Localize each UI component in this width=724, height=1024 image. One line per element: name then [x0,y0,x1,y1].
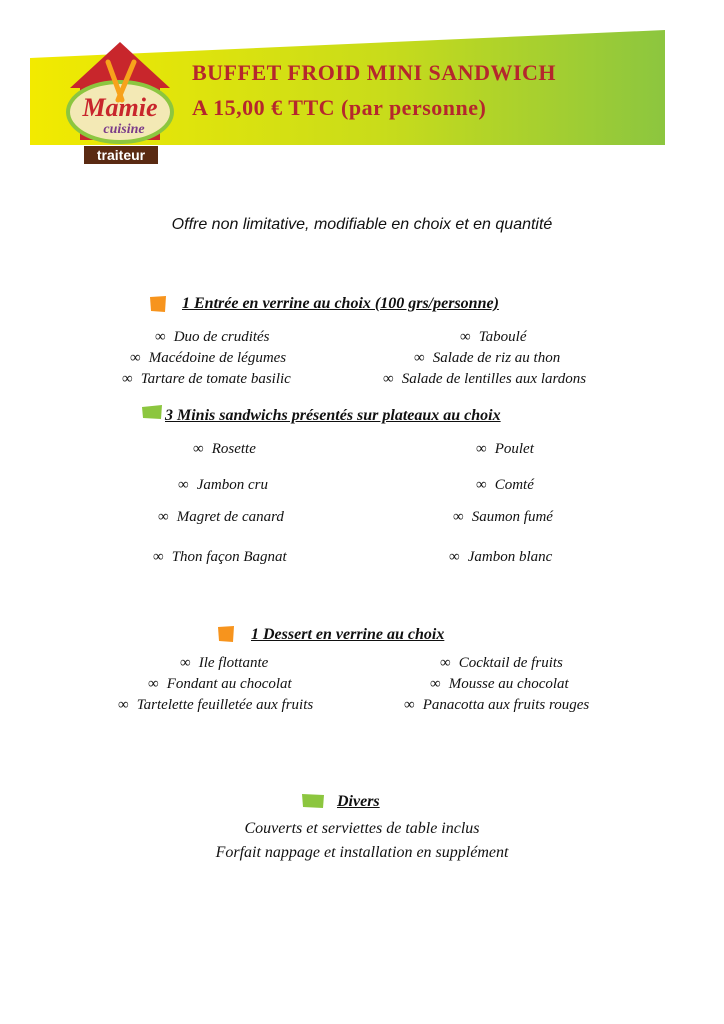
list-item: ∞ Ile flottante [180,655,269,671]
svg-text:cuisine: cuisine [103,122,145,137]
list-item: ∞ Taboulé [460,329,527,345]
divers-heading: Divers [337,793,380,810]
svg-text:traiteur: traiteur [96,147,146,163]
list-item: ∞ Salade de riz au thon [414,350,561,366]
green-square-bullet-icon [302,794,324,808]
list-item: ∞ Cocktail de fruits [440,655,563,671]
divers-line-nappage: Forfait nappage et installation en supplément [215,844,509,861]
list-item: ∞ Magret de canard [158,509,284,525]
list-item: ∞ Comté [476,477,534,493]
menu-price: A 15,00 € TTC (par personne) [192,95,487,120]
list-item: ∞ Jambon cru [178,477,268,493]
entree-heading: 1 Entrée en verrine au choix (100 grs/personne) [182,295,499,312]
list-item: ∞ Fondant au chocolat [148,676,292,692]
list-item: ∞ Saumon fumé [453,509,553,525]
mamie-cuisine-logo [60,40,180,170]
list-item: ∞ Tartelette feuilletée aux fruits [118,697,314,713]
list-item: ∞ Jambon blanc [449,549,553,565]
list-item: ∞ Mousse au chocolat [430,676,569,692]
list-item: ∞ Tartare de tomate basilic [122,371,291,387]
list-item: ∞ Rosette [193,441,256,457]
list-item: ∞ Salade de lentilles aux lardons [383,371,587,387]
list-item: ∞ Poulet [476,441,534,457]
sandwichs-heading: 3 Minis sandwichs présentés sur plateaux au choix [165,407,501,424]
orange-square-bullet-icon [150,296,166,312]
orange-square-bullet-icon [218,626,234,642]
list-item: ∞ Duo de crudités [155,329,270,345]
divers-line-couverts: Couverts et serviettes de table inclus [244,820,480,837]
green-square-bullet-icon [142,405,162,419]
menu-title: BUFFET FROID MINI SANDWICH [192,60,557,85]
list-item: ∞ Thon façon Bagnat [153,549,287,565]
dessert-heading: 1 Dessert en verrine au choix [251,626,445,643]
svg-text:Mamie: Mamie [82,93,158,122]
list-item: ∞ Macédoine de légumes [130,350,287,366]
offer-note: Offre non limitative, modifiable en choix et en quantité [171,216,553,233]
list-item: ∞ Panacotta aux fruits rouges [404,697,590,713]
